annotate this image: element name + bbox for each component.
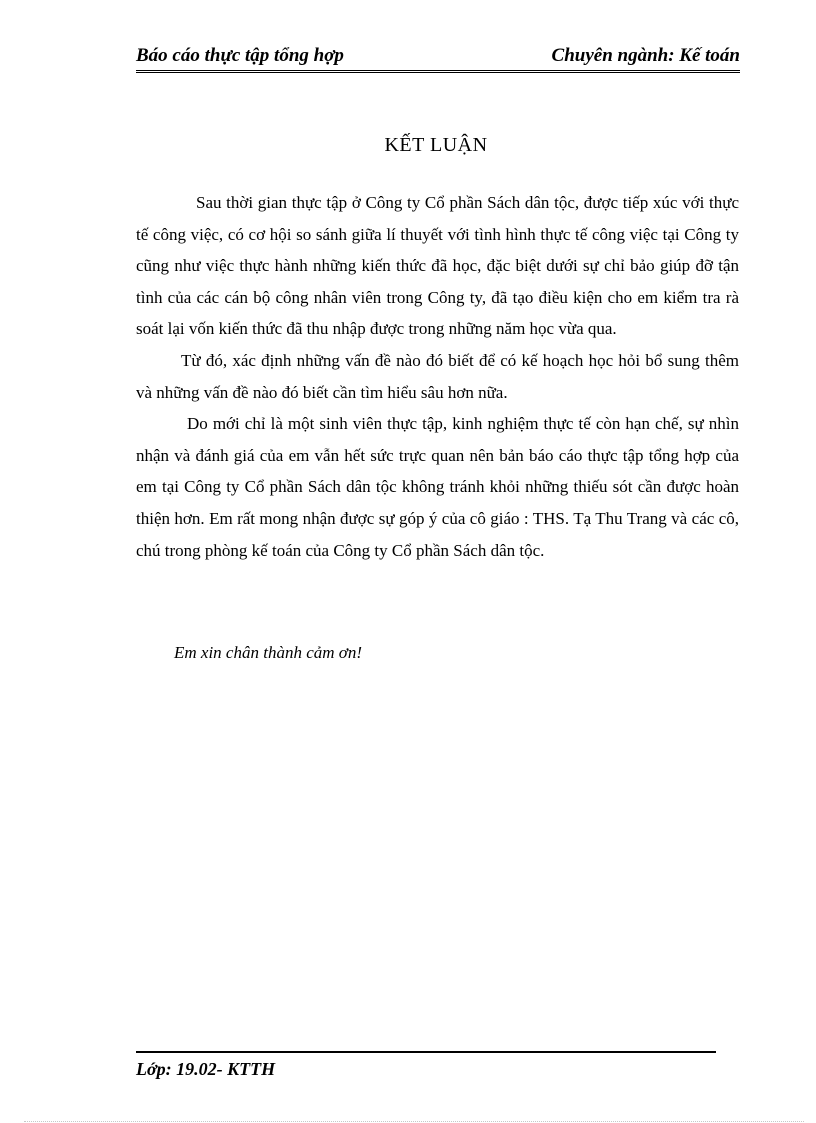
page-header: [136, 44, 740, 73]
section-title: KẾT LUẬN: [384, 134, 488, 156]
header-report-title: Báo cáo thực tập tổng hợp: [136, 45, 344, 66]
footer-class-label: Lớp: 19.02- KTTH: [136, 1059, 276, 1079]
header-major: Chuyên ngành: Kế toán: [551, 45, 740, 66]
paragraph-1: Sau thời gian thực tập ở Công ty Cổ phần Sách dân tộc, được tiếp xúc với thực tế công việc, có cơ hội so sánh giữa lí thuyết với tình hình thực tế công việc tại Công ty cũng như việc thực hành những kiến thức đã học, đặc biệt dưới sự chỉ bảo giúp đỡ tận tình của các cán bộ công nhân viên trong Công ty, đã tạo điều kiện cho em kiểm tra rà soát lại vốn kiến thức đã thu nhập được trong những năm học vừa qua.: [136, 193, 739, 339]
conclusion-body: [136, 187, 739, 566]
paragraph-3: Do mới chỉ là một sinh viên thực tập, kinh nghiệm thực tế còn hạn chế, sự nhìn nhận và đánh giá của em vẫn hết sức trực quan nên bản báo cáo thực tập tổng hợp của em tại Công ty Cổ phần Sách dân tộc không tránh khỏi những thiếu sót cần được hoàn thiện hơn. Em rất mong nhận được sự góp ý của cô giáo : THS. Tạ Thu Trang và các cô, chú trong phòng kế toán của Công ty Cổ phần Sách dân tộc.: [136, 414, 739, 560]
paragraph-2: Từ đó, xác định những vấn đề nào đó biết để có kế hoạch học hỏi bổ sung thêm và những vấn đề nào đó biết cần tìm hiểu sâu hơn nữa.: [136, 350, 739, 402]
closing-thanks: Em xin chân thành cảm ơn!: [174, 643, 363, 662]
footer-divider: [136, 1051, 716, 1053]
page-bottom-border: [24, 1121, 804, 1122]
